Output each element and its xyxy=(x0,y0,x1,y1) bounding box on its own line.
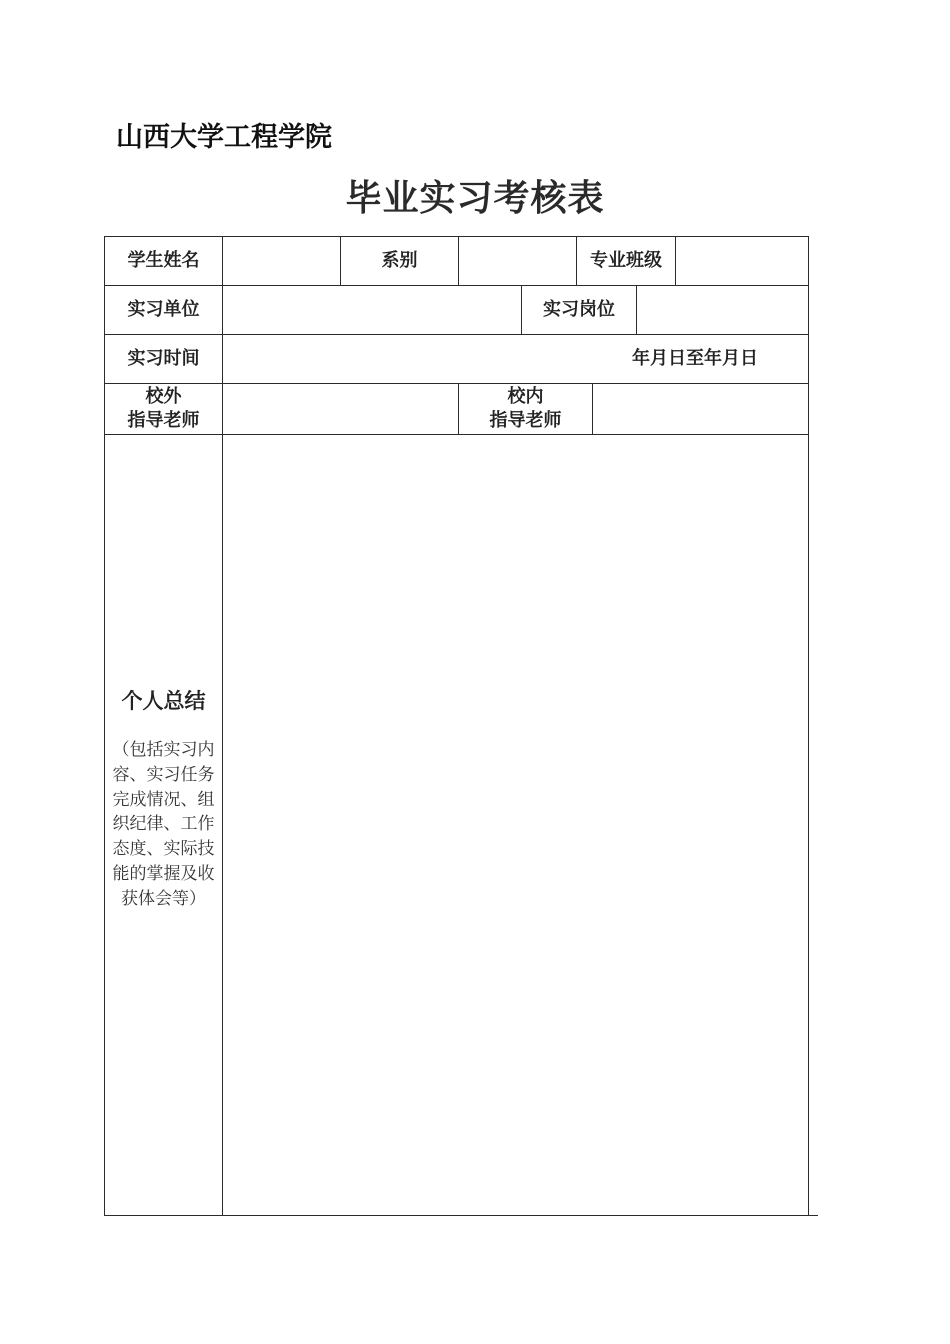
department-label: 系别 xyxy=(381,250,418,271)
table-border-left xyxy=(104,236,105,1216)
external-advisor-label-line2: 指导老师 xyxy=(127,410,200,431)
major-class-field[interactable] xyxy=(676,237,808,285)
internal-advisor-label-line1: 校内 xyxy=(507,386,544,407)
school-name: 山西大学工程学院 xyxy=(116,122,332,153)
external-advisor-label-line1: 校外 xyxy=(145,386,182,407)
internship-position-field[interactable] xyxy=(637,286,808,334)
major-class-label: 专业班级 xyxy=(590,250,662,271)
summary-hint: （包括实习内容、实习任务完成情况、组织纪律、工作态度、实际技能的掌握及收获体会等） xyxy=(112,740,215,909)
external-advisor-field[interactable] xyxy=(223,384,458,434)
internal-advisor-label xyxy=(459,384,592,434)
table-border-right xyxy=(808,236,809,1216)
internship-unit-label: 实习单位 xyxy=(127,299,200,320)
summary-field[interactable] xyxy=(223,435,808,1215)
summary-label: 个人总结 xyxy=(121,689,206,713)
internship-time-value: 年月日至年月日 xyxy=(632,348,758,369)
student-name-field[interactable] xyxy=(223,237,340,285)
table-border-bottom xyxy=(104,1215,818,1216)
internship-unit-field[interactable] xyxy=(223,286,521,334)
form-title: 毕业实习考核表 xyxy=(345,178,605,219)
internal-advisor-label-line2: 指导老师 xyxy=(489,410,562,431)
external-advisor-label xyxy=(105,384,222,434)
internal-advisor-field[interactable] xyxy=(593,384,808,434)
student-name-label: 学生姓名 xyxy=(127,250,200,271)
department-field[interactable] xyxy=(459,237,576,285)
internship-time-label: 实习时间 xyxy=(127,348,200,369)
internship-position-label: 实习岗位 xyxy=(543,299,615,320)
